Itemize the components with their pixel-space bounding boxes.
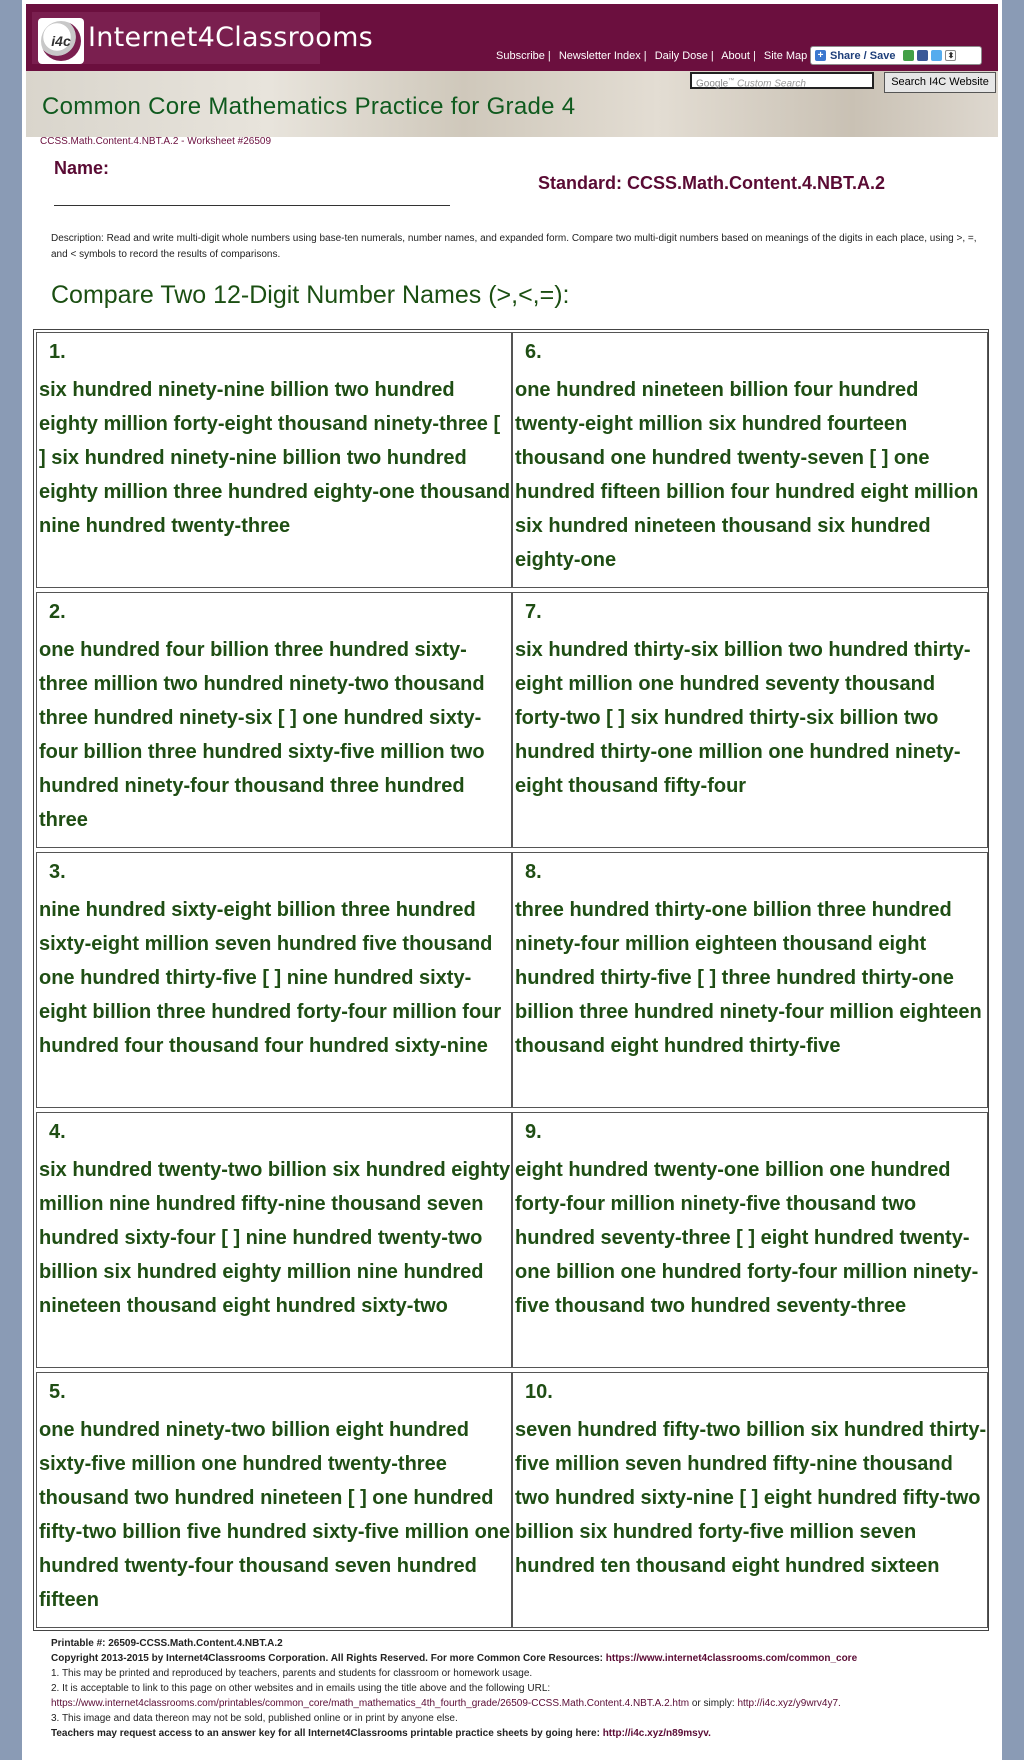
answer-key-text: Teachers may request access to an answer key for all Internet4Classrooms printable practice sheets by going here: bbox=[51, 1728, 600, 1739]
nav-separator: | bbox=[710, 50, 714, 62]
problem-number: 5. bbox=[49, 1381, 66, 1403]
section-heading: Compare Two 12-Digit Number Names (>,<,=): bbox=[51, 281, 570, 309]
problem-cell bbox=[512, 1112, 988, 1368]
usage-note-1: 1. This may be printed and reproduced by teachers, parents and students for classroom or homework usage. bbox=[51, 1668, 533, 1679]
breadcrumb: CCSS.Math.Content.4.NBT.A.2 - Worksheet #26509 bbox=[40, 136, 272, 147]
trademark-mark: ™ bbox=[728, 78, 735, 84]
problem-cell bbox=[36, 852, 512, 1108]
page-title: Common Core Mathematics Practice for Grade 4 bbox=[42, 93, 576, 120]
usage-note-3: 3. This image and data thereon may not be sold, published online or in print by anyone else. bbox=[51, 1713, 458, 1724]
problem-text: six hundred thirty-six billion two hundred thirty-eight million one hundred seventy thousand forty-two [ ] six hundred thirty-six billion two hundred thirty-one million one hundred ninety-eight thousand fifty-four bbox=[515, 639, 971, 797]
footer bbox=[51, 1636, 997, 1741]
nav-site-map[interactable]: Site Map bbox=[763, 50, 808, 62]
problem-text: one hundred four billion three hundred sixty-three million two hundred ninety-two thousand three hundred ninety-six [ ] one hundred sixty-four billion three hundred sixty-five million two hundred ninety-four thousand three hundred three bbox=[39, 639, 485, 831]
nav-separator: | bbox=[643, 50, 647, 62]
problem-number: 6. bbox=[525, 341, 542, 363]
problem-number: 2. bbox=[49, 601, 66, 623]
short-url-link[interactable]: http://i4c.xyz/y9wrv4y7. bbox=[737, 1698, 841, 1709]
problem-cell bbox=[512, 1372, 988, 1628]
copyright-text: Copyright 2013-2015 by Internet4Classrooms Corporation. All Rights Reserved. For more Common Core Resources: bbox=[51, 1653, 603, 1664]
plus-icon: + bbox=[815, 50, 826, 61]
problem-number: 3. bbox=[49, 861, 66, 883]
title-band bbox=[26, 71, 998, 137]
logo-badge-text: i4c bbox=[41, 21, 81, 61]
share-save-button[interactable] bbox=[810, 46, 982, 65]
problem-text: eight hundred twenty-one billion one hundred forty-four million ninety-five thousand two hundred seventy-three [ ] eight hundred twenty-one billion one hundred forty-four million ninety-five thousand two hundred seventy-three bbox=[515, 1159, 979, 1317]
problem-text: nine hundred sixty-eight billion three hundred sixty-eight million seven hundred five thousand one hundred thirty-five [ ] nine hundred sixty-eight billion three hundred forty-four million four hundred four thousand four hundred sixty-nine bbox=[39, 899, 502, 1057]
copyright-line bbox=[51, 1651, 997, 1666]
i4c-logo-icon bbox=[38, 18, 84, 64]
search-placeholder: Custom Search bbox=[737, 78, 806, 90]
facebook-icon[interactable] bbox=[917, 50, 928, 61]
or-simply-text: or simply: bbox=[689, 1698, 738, 1709]
problem-text: one hundred ninety-two billion eight hundred sixty-five million one hundred twenty-three thousand two hundred nineteen [ ] one hundred fifty-two billion five hundred sixty-five million one hundred twenty-four thousand seven hundred fifteen bbox=[39, 1419, 511, 1611]
top-nav bbox=[496, 50, 807, 62]
header-banner bbox=[26, 4, 998, 71]
twitter-icon[interactable] bbox=[931, 50, 942, 61]
standard-label: Standard: CCSS.Math.Content.4.NBT.A.2 bbox=[538, 173, 886, 193]
problem-number: 7. bbox=[525, 601, 542, 623]
problem-number: 1. bbox=[49, 341, 66, 363]
usage-note-2-urls bbox=[51, 1696, 997, 1711]
nav-separator: | bbox=[752, 50, 756, 62]
problem-cell bbox=[36, 332, 512, 588]
problem-cell bbox=[36, 592, 512, 848]
site-logo[interactable] bbox=[32, 12, 374, 64]
problem-cell bbox=[36, 1112, 512, 1368]
nav-newsletter-index[interactable]: Newsletter Index bbox=[558, 50, 641, 62]
problem-text: three hundred thirty-one billion three hundred ninety-four million eighteen thousand eight hundred thirty-five [ ] three hundred thirty-one billion three hundred ninety-four million eighteen thousand eight hundred thirty-five bbox=[515, 899, 982, 1057]
nav-about[interactable]: About bbox=[721, 50, 750, 62]
nav-daily-dose[interactable]: Daily Dose bbox=[654, 50, 708, 62]
refresh-icon[interactable] bbox=[903, 50, 914, 61]
nav-separator: | bbox=[547, 50, 551, 62]
answer-key-line bbox=[51, 1726, 997, 1741]
problem-text: six hundred twenty-two billion six hundred eighty million nine hundred fifty-nine thousand seven hundred sixty-four [ ] nine hundred twenty-two billion six hundred eighty million nine hundred nineteen thousand eight hundred sixty-two bbox=[39, 1159, 511, 1317]
problem-cell bbox=[512, 852, 988, 1108]
problem-cell bbox=[36, 1372, 512, 1628]
problem-number: 10. bbox=[525, 1381, 553, 1403]
page bbox=[22, 0, 1002, 1760]
name-label: Name: bbox=[54, 158, 110, 178]
common-core-link[interactable]: https://www.internet4classrooms.com/common_core bbox=[605, 1653, 858, 1664]
name-line bbox=[54, 205, 450, 206]
google-brand-text: Google bbox=[696, 78, 729, 90]
problem-number: 9. bbox=[525, 1121, 542, 1143]
nav-subscribe[interactable]: Subscribe bbox=[496, 50, 545, 62]
problems-grid bbox=[33, 329, 989, 1631]
printable-number: Printable #: 26509-CCSS.Math.Content.4.NBT.A.2 bbox=[51, 1638, 283, 1649]
updown-arrow-icon[interactable]: ⬍ bbox=[945, 50, 956, 61]
problem-number: 4. bbox=[49, 1121, 66, 1143]
usage-note-2: 2. It is acceptable to link to this page on other websites and in emails using the title above and the following URL: bbox=[51, 1683, 551, 1694]
search-input[interactable] bbox=[690, 72, 874, 89]
problem-cell bbox=[512, 592, 988, 848]
logo-text: Internet4Classrooms bbox=[88, 22, 374, 53]
description: Description: Read and write multi-digit whole numbers using base-ten numerals, number names, and expanded form. Compare two multi-digit numbers based on meanings of the digits in each place, using >, =, and < symbols to record the results of comparisons. bbox=[51, 233, 977, 260]
problem-text: six hundred ninety-nine billion two hundred eighty million forty-eight thousand ninety-three [ ] six hundred ninety-nine billion two hundred eighty million three hundred eighty-one thousand nine hundred twenty-three bbox=[39, 379, 511, 537]
answer-key-link[interactable]: http://i4c.xyz/n89msyv. bbox=[602, 1728, 711, 1739]
share-save-label: Share / Save bbox=[830, 49, 896, 62]
search-button[interactable]: Search I4C Website bbox=[884, 72, 996, 93]
worksheet-url-link[interactable]: https://www.internet4classrooms.com/printables/common_core/math_mathematics_4th_fourth_grade/26509-CCSS.Math.Content.4.NBT.A.2.htm bbox=[51, 1698, 690, 1709]
problem-text: seven hundred fifty-two billion six hundred thirty-five million seven hundred fifty-nine thousand two hundred sixty-nine [ ] eight hundred fifty-two billion six hundred forty-five million seven hundred ten thousand eight hundred sixteen bbox=[515, 1419, 987, 1577]
problem-text: one hundred nineteen billion four hundred twenty-eight million six hundred fourteen thousand one hundred twenty-seven [ ] one hundred fifteen billion four hundred eight million six hundred nineteen thousand six hundred eighty-one bbox=[515, 379, 979, 571]
problem-cell bbox=[512, 332, 988, 588]
problem-number: 8. bbox=[525, 861, 542, 883]
